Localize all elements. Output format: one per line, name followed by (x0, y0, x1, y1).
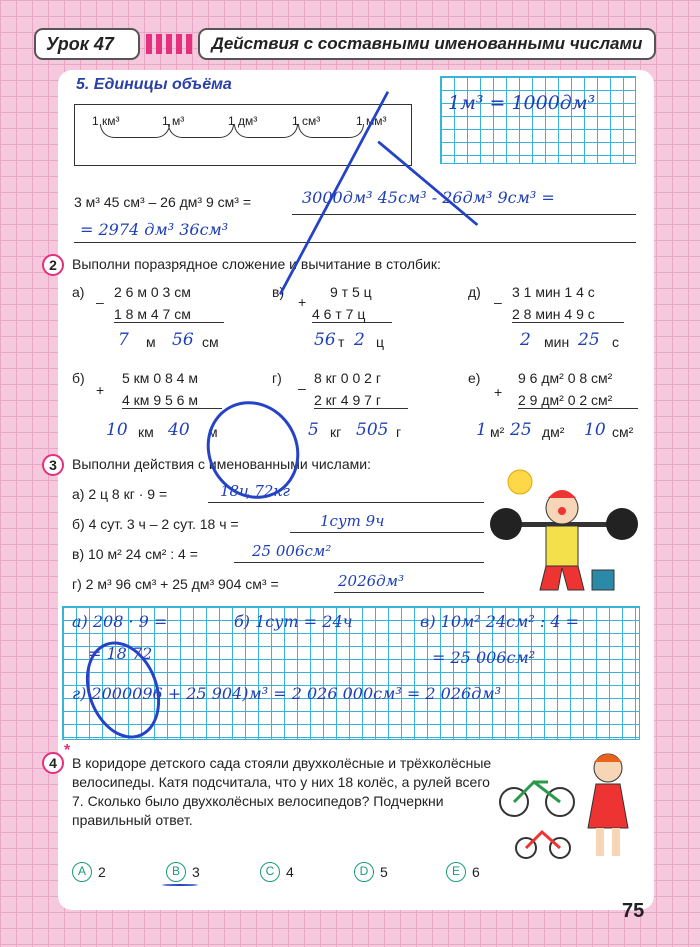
unit-mm3: 1 мм³ (356, 114, 387, 128)
column-answer: 56 (172, 330, 194, 350)
item-label: б) (72, 370, 85, 386)
answer-line (74, 242, 636, 243)
unit-label: кг (330, 424, 342, 440)
item-label: д) (468, 284, 481, 300)
operator: + (96, 382, 105, 398)
unit-m3: 1 м³ (162, 114, 185, 128)
column-row: 9 6 дм² 0 8 см² (518, 370, 613, 386)
worksheet-page (49, 70, 654, 910)
unit-arc (234, 124, 298, 138)
column-answer: 10 (106, 420, 128, 440)
volume-answer-2: = 2974 дм³ 36см³ (80, 220, 229, 239)
column-row: 2 6 м 0 3 см (114, 284, 191, 300)
column-row: 9 т 5 ц (330, 284, 372, 300)
column-row: 5 км 0 8 4 м (122, 370, 198, 386)
unit-label: г (396, 424, 402, 440)
option-d[interactable]: D (354, 862, 374, 882)
unit-dm3: 1 дм³ (228, 114, 258, 128)
grid-work: = 25 006см² (432, 648, 536, 667)
option-value: 6 (472, 864, 480, 880)
grid-work: = 18 72 (88, 644, 153, 663)
unit-label: м² (490, 424, 505, 440)
task-number: 2 (42, 254, 64, 276)
star-mark: * (64, 742, 71, 759)
column-answer: 505 (356, 420, 389, 440)
option-underline (162, 884, 198, 886)
column-answer: 7 (118, 330, 129, 350)
unit-label: дм² (542, 424, 565, 440)
expression-answer: 2026дм³ (338, 572, 405, 590)
item-label: е) (468, 370, 481, 386)
column-row: 3 1 мин 1 4 с (512, 284, 595, 300)
expression: а) 2 ц 8 кг · 9 = (72, 486, 168, 502)
expression-answer: 1сут 9ч (320, 512, 385, 530)
option-value: 4 (286, 864, 294, 880)
item-label: в) (272, 284, 285, 300)
task-text: Выполни действия с именованными числами: (72, 456, 371, 472)
note-handwriting: 1м³ = 1000дм³ (448, 92, 596, 114)
unit-cm3: 1 см³ (292, 114, 321, 128)
option-e[interactable]: Е (446, 862, 466, 882)
volume-answer-1: 3000дм³ 45см³ - 26дм³ 9см³ = (302, 188, 555, 207)
column-answer: 25 (510, 420, 532, 440)
unit-label: км (138, 424, 154, 440)
column-answer: 2 (354, 330, 365, 350)
operator: – (96, 294, 104, 310)
lesson-number: Урок 47 (34, 28, 140, 60)
unit-label: м (208, 424, 218, 440)
column-answer: 2 (520, 330, 531, 350)
option-value: 3 (192, 864, 200, 880)
unit-label: м (146, 334, 156, 350)
expression: г) 2 м³ 96 см³ + 25 дм³ 904 см³ = (72, 576, 279, 592)
lesson-title: Действия с составными именованными числами (198, 28, 656, 60)
expression: в) 10 м² 24 см² : 4 = (72, 546, 198, 562)
operator: – (494, 294, 502, 310)
operator: + (298, 294, 307, 310)
kids-bicycles-illustration (496, 748, 644, 866)
operator: + (494, 384, 503, 400)
expression-answer: 25 006см² (252, 542, 332, 560)
section-title: 5. Единицы объёма (76, 76, 232, 93)
column-row: 4 км 9 5 6 м (122, 392, 222, 409)
grid-work: б) 1сут = 24ч (234, 612, 353, 631)
option-value: 2 (98, 864, 106, 880)
item-label: г) (272, 370, 282, 386)
unit-label: т (338, 334, 345, 350)
unit-label: см (202, 334, 219, 350)
volume-expression: 3 м³ 45 см³ – 26 дм³ 9 см³ = (74, 194, 252, 210)
option-c[interactable]: С (260, 862, 280, 882)
column-row: 2 8 мин 4 9 с (512, 306, 624, 323)
page-number: 75 (622, 900, 645, 922)
task-number: 4 (42, 752, 64, 774)
unit-arc (168, 124, 234, 138)
column-row: 4 6 т 7 ц (312, 306, 392, 323)
column-row: 8 кг 0 0 2 г (314, 370, 381, 386)
column-row: 2 кг 4 9 7 г (314, 392, 408, 409)
column-answer: 56 (314, 330, 336, 350)
task-text: Выполни поразрядное сложение и вычитание в столбик: (72, 256, 441, 272)
column-answer: 10 (584, 420, 606, 440)
item-label: а) (72, 284, 85, 300)
task-number: 3 (42, 454, 64, 476)
column-answer: 5 (308, 420, 319, 440)
column-answer: 1 (476, 420, 487, 440)
column-answer: 25 (578, 330, 600, 350)
answer-line (208, 502, 484, 503)
unit-km3: 1 км³ (92, 114, 120, 128)
column-answer: 40 (168, 420, 190, 440)
unit-label: мин (544, 334, 570, 350)
expression: б) 4 сут. 3 ч – 2 сут. 18 ч = (72, 516, 239, 532)
column-row: 2 9 дм² 0 2 см² (518, 392, 638, 409)
option-a[interactable]: А (72, 862, 92, 882)
option-value: 5 (380, 864, 388, 880)
note-grid (440, 76, 636, 164)
unit-label: с (612, 334, 619, 350)
unit-label: см² (612, 424, 634, 440)
grid-work: а) 208 · 9 = (72, 612, 168, 631)
column-row: 1 8 м 4 7 см (114, 306, 224, 323)
unit-arc (100, 124, 170, 138)
grid-work: в) 10м² 24см² : 4 = (420, 612, 579, 631)
answer-line (290, 532, 484, 533)
grid-work: г) 2000096 + 25 904)м³ = 2 026 000см³ = 2 026дм³ (72, 684, 502, 703)
operator: – (298, 380, 306, 396)
answer-line (234, 562, 484, 563)
answer-line (334, 592, 484, 593)
header-stripes (146, 34, 194, 54)
task-text: В коридоре детского сада стояли двухколёсные и трёхколёсные велосипеды. Катя подсчитала, что у них 18 колёс, а рулей всего 7. Сколько было двухколёсных велосипедов? Подчеркни правильный ответ. (72, 755, 492, 828)
clown-illustration (490, 464, 640, 602)
expression-answer: 18ц 72кг (220, 482, 290, 500)
lesson-header (34, 28, 656, 62)
option-b[interactable]: В (166, 862, 186, 882)
unit-label: ц (376, 334, 385, 350)
unit-arc (298, 124, 364, 138)
